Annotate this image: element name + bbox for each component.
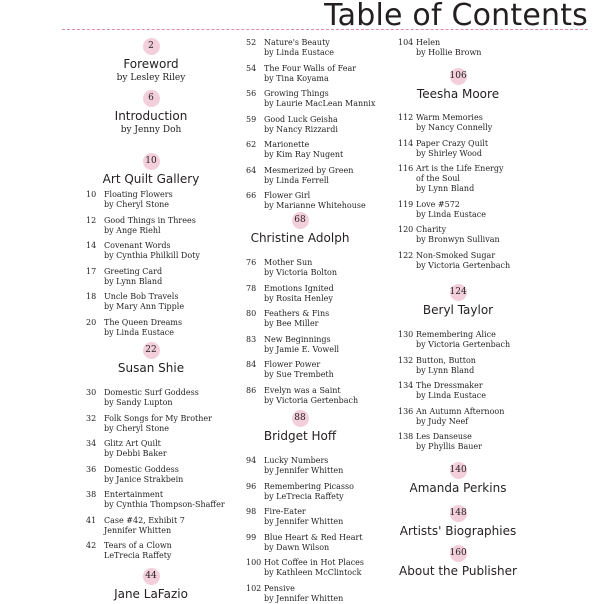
entry-title: Good Luck Geisha — [264, 114, 338, 124]
entry-page-number: 104 — [398, 38, 414, 47]
section-artists-biographies[interactable] — [398, 505, 518, 538]
entry-page-number: 100 — [246, 558, 262, 567]
entry-text — [264, 191, 366, 211]
entry-page-number: 34 — [86, 439, 97, 448]
entry-title: Case #42, Exhibit 7 — [104, 515, 185, 525]
entry-title: Mother Sun — [264, 258, 313, 267]
entry-credit: by Linda Eustace — [264, 48, 334, 57]
entry-credit: by Marianne Whitehouse — [264, 201, 366, 210]
entry-credit: Jennifer Whitten — [104, 525, 172, 535]
entry-text — [416, 164, 504, 194]
entry-text — [104, 241, 200, 261]
entry-title: Warm Memories — [416, 113, 483, 122]
entry-page-number: 98 — [246, 507, 257, 516]
entry-title: Mesmerized by Green — [264, 165, 354, 175]
entry-page-number: 122 — [398, 250, 414, 260]
entry-title: Feathers & Fins — [264, 309, 330, 318]
page-badge: 10 — [143, 153, 160, 170]
entry-text — [416, 407, 504, 427]
page-badge: 88 — [292, 410, 309, 427]
entry-text — [104, 190, 173, 210]
entry-title: Flower Girl — [264, 191, 311, 200]
entry-title: Blue Heart & Red Heart — [264, 532, 363, 542]
entry-text — [264, 335, 339, 355]
entry-page-number: 86 — [246, 385, 257, 395]
entry-credit: by Ange Riehl — [104, 225, 161, 235]
entry-credit: by Linda Ferrell — [264, 175, 329, 185]
entry-page-number: 14 — [86, 241, 97, 250]
entry-text — [416, 139, 488, 159]
page-badge: 6 — [143, 90, 160, 107]
entry-text — [264, 64, 356, 84]
entry-credit: by Janice Strakbein — [104, 474, 184, 484]
entry-text — [416, 225, 500, 245]
entry-title: Good Things in Threes — [104, 215, 196, 225]
entry-page-number: 78 — [246, 283, 257, 293]
entry-page-number: 76 — [246, 258, 257, 267]
entry-title: Paper Crazy Quilt — [416, 138, 489, 148]
entry-text — [264, 284, 334, 304]
page-title: Table of Contents — [324, 0, 588, 33]
entry-title: Remembering Picasso — [264, 481, 354, 491]
entry-page-number: 12 — [86, 215, 97, 225]
entry-text — [104, 414, 212, 434]
entry-text — [264, 584, 343, 604]
entry-title: Marionette — [264, 140, 310, 149]
entry-text — [416, 381, 486, 401]
entry-text — [264, 89, 375, 109]
entry-title: Evelyn was a Saint — [264, 385, 341, 395]
entry-credit: by Hollie Brown — [416, 48, 482, 57]
page-badge: 124 — [450, 284, 467, 301]
entry-title: Charity — [416, 225, 447, 234]
entry-title: Hot Coffee in Hot Places — [264, 558, 365, 567]
entry-title: Emotions Ignited — [264, 283, 334, 293]
entry-text — [264, 558, 364, 578]
entry-page-number: 120 — [398, 225, 414, 234]
section-title: About the Publisher — [399, 564, 517, 578]
entry-page-number: 130 — [398, 330, 414, 339]
entry-page-number: 136 — [398, 406, 414, 416]
entry-page-number: 94 — [246, 456, 257, 465]
section-foreword[interactable] — [86, 38, 216, 83]
entry-text — [104, 216, 196, 236]
entry-text — [264, 140, 343, 160]
entry-page-number: 84 — [246, 360, 257, 369]
entry-page-number: 96 — [246, 481, 257, 491]
entry-title: Entertainment — [104, 490, 164, 499]
entry-credit: by Sue Trembeth — [264, 370, 334, 379]
entry-credit: by Linda Eustace — [104, 327, 174, 337]
entry-credit: by Cynthia Thompson-Shaffer — [104, 500, 225, 509]
entry-title: Pensive — [264, 583, 295, 593]
entry-title: Folk Songs for My Brother — [104, 413, 212, 423]
entry-text — [416, 356, 476, 376]
entry-page-number: 10 — [86, 190, 97, 199]
section-title: Beryl Taylor — [422, 303, 494, 317]
entry-title: Non-Smoked Sugar — [416, 250, 496, 260]
entry-title: Greeting Card — [104, 266, 163, 276]
entry-credit: of the Soul — [416, 174, 460, 183]
entry-credit: by Rosita Henley — [264, 293, 333, 303]
entry-credit: by Phyllis Bauer — [416, 442, 482, 451]
entry-page-number: 56 — [246, 89, 257, 98]
entry-title: Domestic Goddess — [104, 464, 179, 474]
entry-credit: by Victoria Gertenbach — [416, 260, 511, 270]
entry-title: Nature's Beauty — [264, 38, 330, 47]
entry-title: Uncle Bob Travels — [104, 292, 179, 301]
entry-page-number: 41 — [86, 515, 97, 525]
entry-title: Art is the Life Energy — [416, 164, 504, 173]
entry-page-number: 132 — [398, 355, 414, 365]
section-title: Introduction — [114, 109, 188, 123]
section-bridget-hoff[interactable] — [246, 410, 354, 443]
entry-page-number: 32 — [86, 413, 97, 423]
entry-credit: by Cheryl Stone — [104, 423, 170, 433]
entry-page-number: 54 — [246, 63, 257, 73]
entry-text — [104, 439, 167, 459]
entry-text — [416, 38, 481, 58]
entry-title: Domestic Surf Goddess — [104, 388, 199, 397]
entry-title: Glitz Art Quilt — [104, 439, 161, 448]
entry-text — [264, 258, 337, 278]
entry-credit: by Bronwyn Sullivan — [416, 235, 500, 244]
entry-text — [264, 456, 343, 476]
entry-text — [104, 516, 185, 536]
entry-credit: by LeTrecia Raffety — [264, 491, 344, 501]
entry-title: Fire-Eater — [264, 507, 306, 516]
section-beryl-taylor[interactable] — [398, 284, 518, 317]
section-title: Amanda Perkins — [409, 481, 507, 495]
entry-credit: by Linda Eustace — [416, 209, 486, 219]
entry-text — [264, 507, 343, 527]
entry-credit: by Judy Neef — [416, 416, 469, 426]
entry-title: Lucky Numbers — [264, 456, 329, 465]
entry-text — [264, 309, 329, 329]
entry-page-number: 52 — [246, 38, 257, 47]
entry-credit: by Nancy Rizzardi — [264, 124, 338, 134]
entry-credit: by Bee Miller — [264, 319, 319, 328]
entry-credit: by Jamie E. Vowell — [264, 344, 340, 354]
entry-credit: by Kathleen McClintock — [264, 568, 362, 577]
page-badge: 106 — [450, 68, 467, 85]
entry-credit: LeTrecia Raffety — [104, 551, 172, 560]
section-teesha-moore[interactable] — [398, 68, 518, 101]
entry-text — [264, 115, 338, 135]
entry-credit: by Kim Ray Nugent — [264, 150, 344, 159]
entry-text — [104, 465, 183, 485]
entry-title: Flower Power — [264, 360, 321, 369]
entry-page-number: 66 — [246, 191, 257, 200]
entry-page-number: 80 — [246, 309, 257, 318]
entry-title: The Queen Dreams — [104, 317, 183, 327]
entry-credit: by Jennifer Whitten — [264, 466, 344, 475]
page-badge: 2 — [143, 38, 160, 55]
entry-page-number: 36 — [86, 464, 97, 474]
entry-text — [416, 330, 510, 350]
section-title: Susan Shie — [117, 361, 185, 375]
entry-title: New Beginnings — [264, 334, 331, 344]
entry-page-number: 38 — [86, 490, 97, 499]
entry-text — [104, 318, 182, 338]
entry-credit: by Nancy Connelly — [416, 123, 493, 132]
entry-credit: by Mary Ann Tipple — [104, 302, 185, 311]
section-title: Foreword — [123, 57, 179, 71]
section-author: by Lesley Riley — [116, 73, 186, 83]
entry-page-number: 112 — [398, 113, 414, 122]
entry-text — [264, 166, 353, 186]
section-susan-shie[interactable] — [86, 342, 216, 375]
entry-page-number: 99 — [246, 532, 257, 542]
entry-credit: by Dawn Wilson — [264, 542, 330, 552]
page-badge: 68 — [292, 212, 309, 229]
entry-title: The Dressmaker — [416, 381, 483, 390]
entry-text — [104, 490, 225, 510]
entry-credit: by Victoria Bolton — [264, 268, 338, 277]
section-author: by Jenny Doh — [120, 125, 182, 135]
entry-page-number: 116 — [398, 164, 414, 173]
entry-title: Growing Things — [264, 89, 329, 98]
title-divider — [62, 29, 588, 30]
entry-title: Floating Flowers — [104, 190, 173, 199]
entry-credit: by Jennifer Whitten — [264, 593, 344, 603]
entry-title: The Four Walls of Fear — [264, 63, 357, 73]
entry-credit: by Lynn Bland — [416, 184, 475, 193]
entry-text — [104, 292, 184, 312]
entry-credit: by Lynn Bland — [104, 276, 163, 286]
entry-credit: by Jennifer Whitten — [264, 517, 344, 526]
section-art-quilt-gallery[interactable] — [86, 153, 216, 186]
section-title: Teesha Moore — [416, 87, 500, 101]
entry-credit: by Shirley Wood — [416, 148, 482, 158]
entry-text — [104, 267, 162, 287]
entry-credit: by Sandy Lupton — [104, 398, 173, 407]
page-badge: 140 — [450, 462, 467, 479]
entry-title: Button, Button — [416, 355, 476, 365]
entry-text — [264, 360, 334, 380]
entry-title: An Autumn Afternoon — [416, 406, 505, 416]
entry-text — [416, 432, 482, 452]
entry-page-number: 30 — [86, 388, 97, 397]
section-introduction[interactable] — [86, 90, 216, 135]
entry-text — [264, 38, 334, 58]
entry-credit: by Victoria Gertenbach — [416, 340, 511, 349]
section-title: Bridget Hoff — [263, 429, 337, 443]
entry-text — [416, 251, 510, 271]
entry-page-number: 114 — [398, 138, 414, 148]
section-christine-adolph[interactable] — [246, 212, 354, 245]
page-badge: 22 — [143, 342, 160, 359]
entry-credit: by Debbi Baker — [104, 449, 167, 458]
entry-title: Les Danseuse — [416, 432, 472, 441]
entry-text — [416, 200, 486, 220]
entry-title: Helen — [416, 38, 441, 47]
entry-title: Remembering Alice — [416, 330, 496, 339]
entry-page-number: 18 — [86, 292, 97, 301]
page-badge: 44 — [143, 568, 160, 585]
page-badge: 148 — [450, 505, 467, 522]
section-amanda-perkins[interactable] — [398, 462, 518, 495]
entry-text — [104, 541, 172, 561]
section-title: Christine Adolph — [250, 231, 350, 245]
entry-credit: by Laurie MacLean Mannix — [264, 99, 376, 108]
entry-title: Love #572 — [416, 199, 460, 209]
entry-title: Tears of a Clown — [104, 541, 172, 550]
entry-text — [104, 388, 199, 408]
section-title: Artists' Biographies — [399, 524, 517, 538]
page-badge: 160 — [450, 545, 467, 562]
entry-credit: by Tina Koyama — [264, 73, 329, 83]
section-about-publisher[interactable] — [398, 545, 518, 578]
section-jane-lafazio[interactable] — [86, 568, 216, 601]
entry-text — [264, 386, 358, 406]
entry-credit: by Cynthia Philkill Doty — [104, 251, 200, 260]
section-title: Jane LaFazio — [114, 587, 188, 601]
entry-credit: by Linda Eustace — [416, 391, 486, 400]
entry-page-number: 119 — [398, 199, 414, 209]
entry-page-number: 134 — [398, 381, 414, 390]
entry-title: Covenant Words — [104, 241, 171, 250]
entry-text — [264, 482, 354, 502]
entry-page-number: 20 — [86, 317, 97, 327]
entry-page-number: 62 — [246, 140, 257, 149]
entry-page-number: 83 — [246, 334, 257, 344]
entry-text — [264, 533, 363, 553]
entry-page-number: 64 — [246, 165, 257, 175]
section-title: Art Quilt Gallery — [102, 172, 200, 186]
entry-page-number: 59 — [246, 114, 257, 124]
entry-credit: by Victoria Gertenbach — [264, 395, 359, 405]
entry-page-number: 102 — [246, 583, 262, 593]
entry-text — [416, 113, 492, 133]
entry-credit: by Cheryl Stone — [104, 200, 170, 209]
entry-page-number: 17 — [86, 266, 97, 276]
entry-page-number: 138 — [398, 432, 414, 441]
entry-credit: by Lynn Bland — [416, 365, 475, 375]
entry-page-number: 42 — [86, 541, 97, 550]
